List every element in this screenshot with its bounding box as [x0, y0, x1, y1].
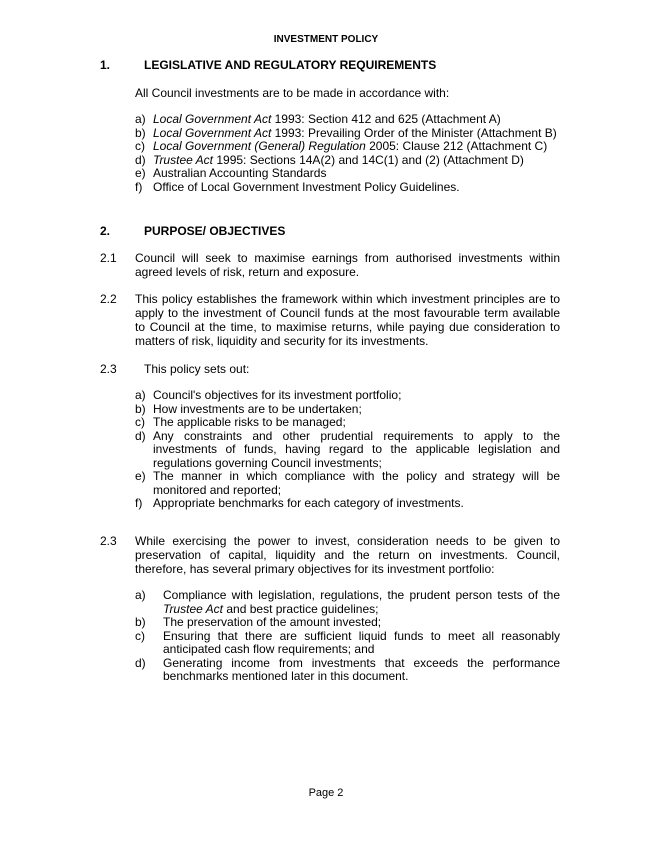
- list-item: c) Local Government (General) Regulation 2005: Clause 212 (Attachment C): [135, 139, 548, 153]
- section-1-number: 1.: [100, 58, 111, 72]
- objectives-list: [135, 589, 560, 684]
- list-item: b) Local Government Act 1993: Prevailing Order of the Minister (Attachment B): [135, 125, 557, 140]
- list-item: f) Appropriate benchmarks for each category of investments.: [135, 496, 464, 510]
- clause-2-2-number: 2.2: [100, 292, 117, 306]
- section-2-number: 2.: [100, 224, 111, 238]
- clause-2-1-number: 2.1: [100, 251, 117, 265]
- list-item: d) Trustee Act 1995: Sections 14A(2) and 14C(1) and (2) (Attachment D): [135, 152, 524, 167]
- section-1-intro: All Council investments are to be made in accordance with:: [135, 86, 450, 100]
- clause-2-3-number: 2.3: [100, 362, 117, 376]
- clause-2-3b-text: While exercising the power to invest, consideration needs to be given to preservation of capital, liquidity and the return on investments. Council, therefore, has several primary objectives for its investment portfolio:: [135, 534, 560, 576]
- list-item: b) How investments are to be undertaken;: [135, 401, 362, 416]
- section-2-title: PURPOSE/ OBJECTIVES: [144, 224, 286, 238]
- list-item: b) The preservation of the amount invested;: [135, 615, 382, 629]
- section-1-title: LEGISLATIVE AND REGULATORY REQUIREMENTS: [144, 58, 437, 72]
- list-item: a) Local Government Act 1993: Section 412 and 625 (Attachment A): [135, 112, 501, 126]
- policy-scope-list: [135, 389, 560, 511]
- clause-2-3b-number: 2.3: [100, 534, 117, 548]
- legislation-list: [135, 113, 560, 194]
- list-item: a) Council's objectives for its investment portfolio;: [135, 388, 402, 402]
- list-item: e) Australian Accounting Standards: [135, 166, 327, 180]
- list-item: d) Generating income from investments that exceeds the performance benchmarks mentioned later in this document.: [135, 655, 560, 683]
- page-header: INVESTMENT POLICY: [273, 34, 379, 45]
- clause-2-2-text: This policy establishes the framework within which investment principles are to apply to the investment of Council funds at the most favourable term available to Council at the time, to maximise returns, while paying due consideration to matters of risk, liquidity and security for its investments.: [135, 292, 560, 348]
- clause-2-1-text: Council will seek to maximise earnings from authorised investments within agreed levels of risk, return and exposure.: [135, 251, 560, 279]
- list-item: c) Ensuring that there are sufficient liquid funds to meet all reasonably anticipated cash flow requirements; and: [135, 628, 560, 656]
- list-item: f) Office of Local Government Investment Policy Guidelines.: [135, 179, 460, 194]
- page-number: Page 2: [308, 787, 344, 799]
- list-item: a) Compliance with legislation, regulations, the prudent person tests of the Trustee Act and best practice guidelines;: [135, 588, 560, 616]
- list-item: d) Any constraints and other prudential requirements to apply to the investments of funds, having regard to the applicable legislation and regulations governing Council investments;: [135, 428, 560, 470]
- list-item: c) The applicable risks to be managed;: [135, 415, 346, 429]
- clause-2-3-text: This policy sets out:: [144, 362, 250, 376]
- list-item: e) The manner in which compliance with the policy and strategy will be monitored and reported;: [135, 469, 560, 497]
